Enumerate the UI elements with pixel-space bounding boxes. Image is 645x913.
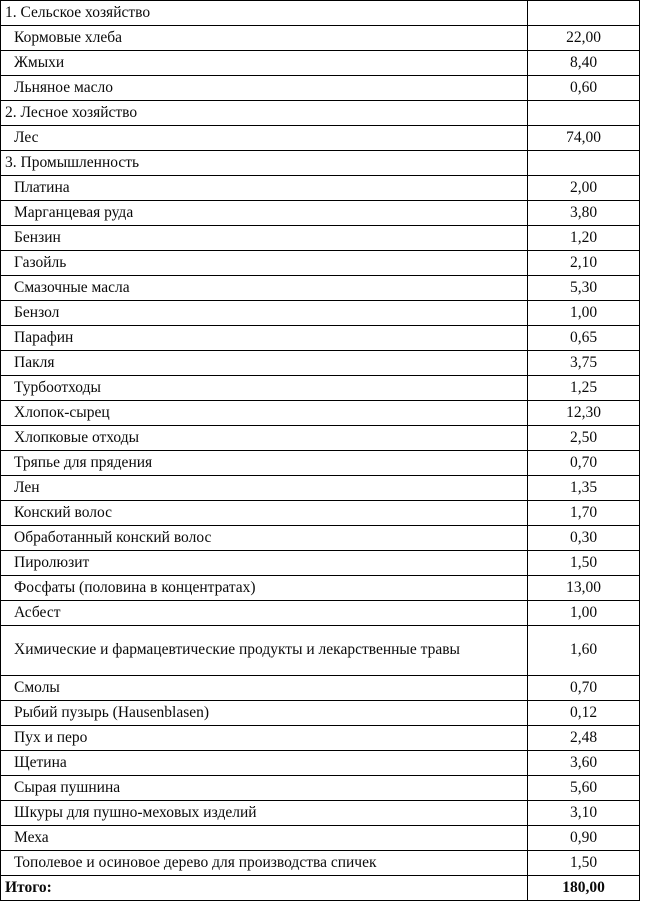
item-label-cell: Смазочные масла — [1, 276, 528, 301]
item-label-cell: Пух и перо — [1, 726, 528, 751]
table-row-item — [1, 676, 640, 701]
table-row-item — [1, 76, 640, 101]
item-value-cell: 3,10 — [528, 801, 640, 826]
item-value-cell: 5,60 — [528, 776, 640, 801]
table-row-item — [1, 776, 640, 801]
table-row-item — [1, 176, 640, 201]
item-value-cell: 0,70 — [528, 451, 640, 476]
item-value-cell: 8,40 — [528, 51, 640, 76]
table-row-item — [1, 126, 640, 151]
table-row-item — [1, 201, 640, 226]
table-row-item — [1, 801, 640, 826]
item-label-cell: Парафин — [1, 326, 528, 351]
table-row-item — [1, 226, 640, 251]
table-row-item — [1, 751, 640, 776]
table-row-item — [1, 851, 640, 876]
item-value-cell: 5,30 — [528, 276, 640, 301]
section-label-cell: 1. Сельское хозяйство — [1, 1, 528, 26]
item-value-cell: 1,50 — [528, 851, 640, 876]
table-row-item — [1, 726, 640, 751]
total-label-cell: Итого: — [1, 876, 528, 901]
table-row-section-header — [1, 151, 640, 176]
item-value-cell: 3,75 — [528, 351, 640, 376]
item-label-cell: Жмыхи — [1, 51, 528, 76]
table-row-item — [1, 551, 640, 576]
item-value-cell: 0,30 — [528, 526, 640, 551]
item-label-cell: Щетина — [1, 751, 528, 776]
item-label-cell: Рыбий пузырь (Hausenblasen) — [1, 701, 528, 726]
item-value-cell: 74,00 — [528, 126, 640, 151]
item-value-cell: 2,48 — [528, 726, 640, 751]
item-value-cell — [528, 101, 640, 126]
table-body — [1, 1, 640, 901]
table-row-item — [1, 251, 640, 276]
item-value-cell: 1,35 — [528, 476, 640, 501]
table-row-item — [1, 26, 640, 51]
table-row-item — [1, 401, 640, 426]
item-label-cell: Обработанный конский волос — [1, 526, 528, 551]
item-value-cell: 3,80 — [528, 201, 640, 226]
item-value-cell: 13,00 — [528, 576, 640, 601]
table-row-item — [1, 526, 640, 551]
item-label-cell: Хлопковые отходы — [1, 426, 528, 451]
item-label-cell: Лес — [1, 126, 528, 151]
item-label-cell: Лен — [1, 476, 528, 501]
item-label-cell: Платина — [1, 176, 528, 201]
table-row-total — [1, 876, 640, 901]
item-label-cell: Химические и фармацевтические продукты и лекарственные травы — [1, 626, 528, 676]
item-value-cell: 0,70 — [528, 676, 640, 701]
item-label-cell: Пакля — [1, 351, 528, 376]
item-value-cell: 1,60 — [528, 626, 640, 676]
item-label-cell: Бензин — [1, 226, 528, 251]
item-label-cell: Турбоотходы — [1, 376, 528, 401]
item-value-cell — [528, 1, 640, 26]
item-value-cell: 22,00 — [528, 26, 640, 51]
table-row-section-header — [1, 1, 640, 26]
item-label-cell: Кормовые хлеба — [1, 26, 528, 51]
table-row-item — [1, 426, 640, 451]
item-value-cell: 0,65 — [528, 326, 640, 351]
item-label-cell: Бензол — [1, 301, 528, 326]
item-value-cell: 0,12 — [528, 701, 640, 726]
item-label-cell: Фосфаты (половина в концентратах) — [1, 576, 528, 601]
table-row-section-header — [1, 101, 640, 126]
item-value-cell: 2,10 — [528, 251, 640, 276]
table-row-item — [1, 326, 640, 351]
item-label-cell: Конский волос — [1, 501, 528, 526]
item-value-cell: 0,60 — [528, 76, 640, 101]
section-label-cell: 3. Промышленность — [1, 151, 528, 176]
table-row-item — [1, 351, 640, 376]
item-label-cell: Хлопок-сырец — [1, 401, 528, 426]
section-label-cell: 2. Лесное хозяйство — [1, 101, 528, 126]
item-label-cell: Тряпье для прядения — [1, 451, 528, 476]
table-row-item — [1, 501, 640, 526]
item-value-cell: 0,90 — [528, 826, 640, 851]
item-label-cell: Газойль — [1, 251, 528, 276]
table-row-item — [1, 826, 640, 851]
table-row-item — [1, 276, 640, 301]
item-value-cell: 1,20 — [528, 226, 640, 251]
item-value-cell: 12,30 — [528, 401, 640, 426]
item-label-cell: Меха — [1, 826, 528, 851]
table-row-item — [1, 701, 640, 726]
table-row-item — [1, 476, 640, 501]
table-row-item — [1, 626, 640, 676]
item-value-cell: 3,60 — [528, 751, 640, 776]
table-row-item — [1, 376, 640, 401]
item-value-cell: 1,00 — [528, 301, 640, 326]
item-label-cell: Марганцевая руда — [1, 201, 528, 226]
item-label-cell: Пиролюзит — [1, 551, 528, 576]
item-label-cell: Асбест — [1, 601, 528, 626]
table-row-item — [1, 301, 640, 326]
item-value-cell: 2,50 — [528, 426, 640, 451]
item-value-cell: 1,25 — [528, 376, 640, 401]
total-value-cell: 180,00 — [528, 876, 640, 901]
table-row-item — [1, 51, 640, 76]
item-label-cell: Тополевое и осиновое дерево для производства спичек — [1, 851, 528, 876]
item-label-cell: Шкуры для пушно-меховых изделий — [1, 801, 528, 826]
item-value-cell: 1,00 — [528, 601, 640, 626]
item-label-cell: Льняное масло — [1, 76, 528, 101]
table-row-item — [1, 576, 640, 601]
item-value-cell: 1,70 — [528, 501, 640, 526]
item-label-cell: Смолы — [1, 676, 528, 701]
item-value-cell — [528, 151, 640, 176]
item-label-cell: Сырая пушнина — [1, 776, 528, 801]
item-value-cell: 2,00 — [528, 176, 640, 201]
table-row-item — [1, 601, 640, 626]
item-value-cell: 1,50 — [528, 551, 640, 576]
table-row-item — [1, 451, 640, 476]
